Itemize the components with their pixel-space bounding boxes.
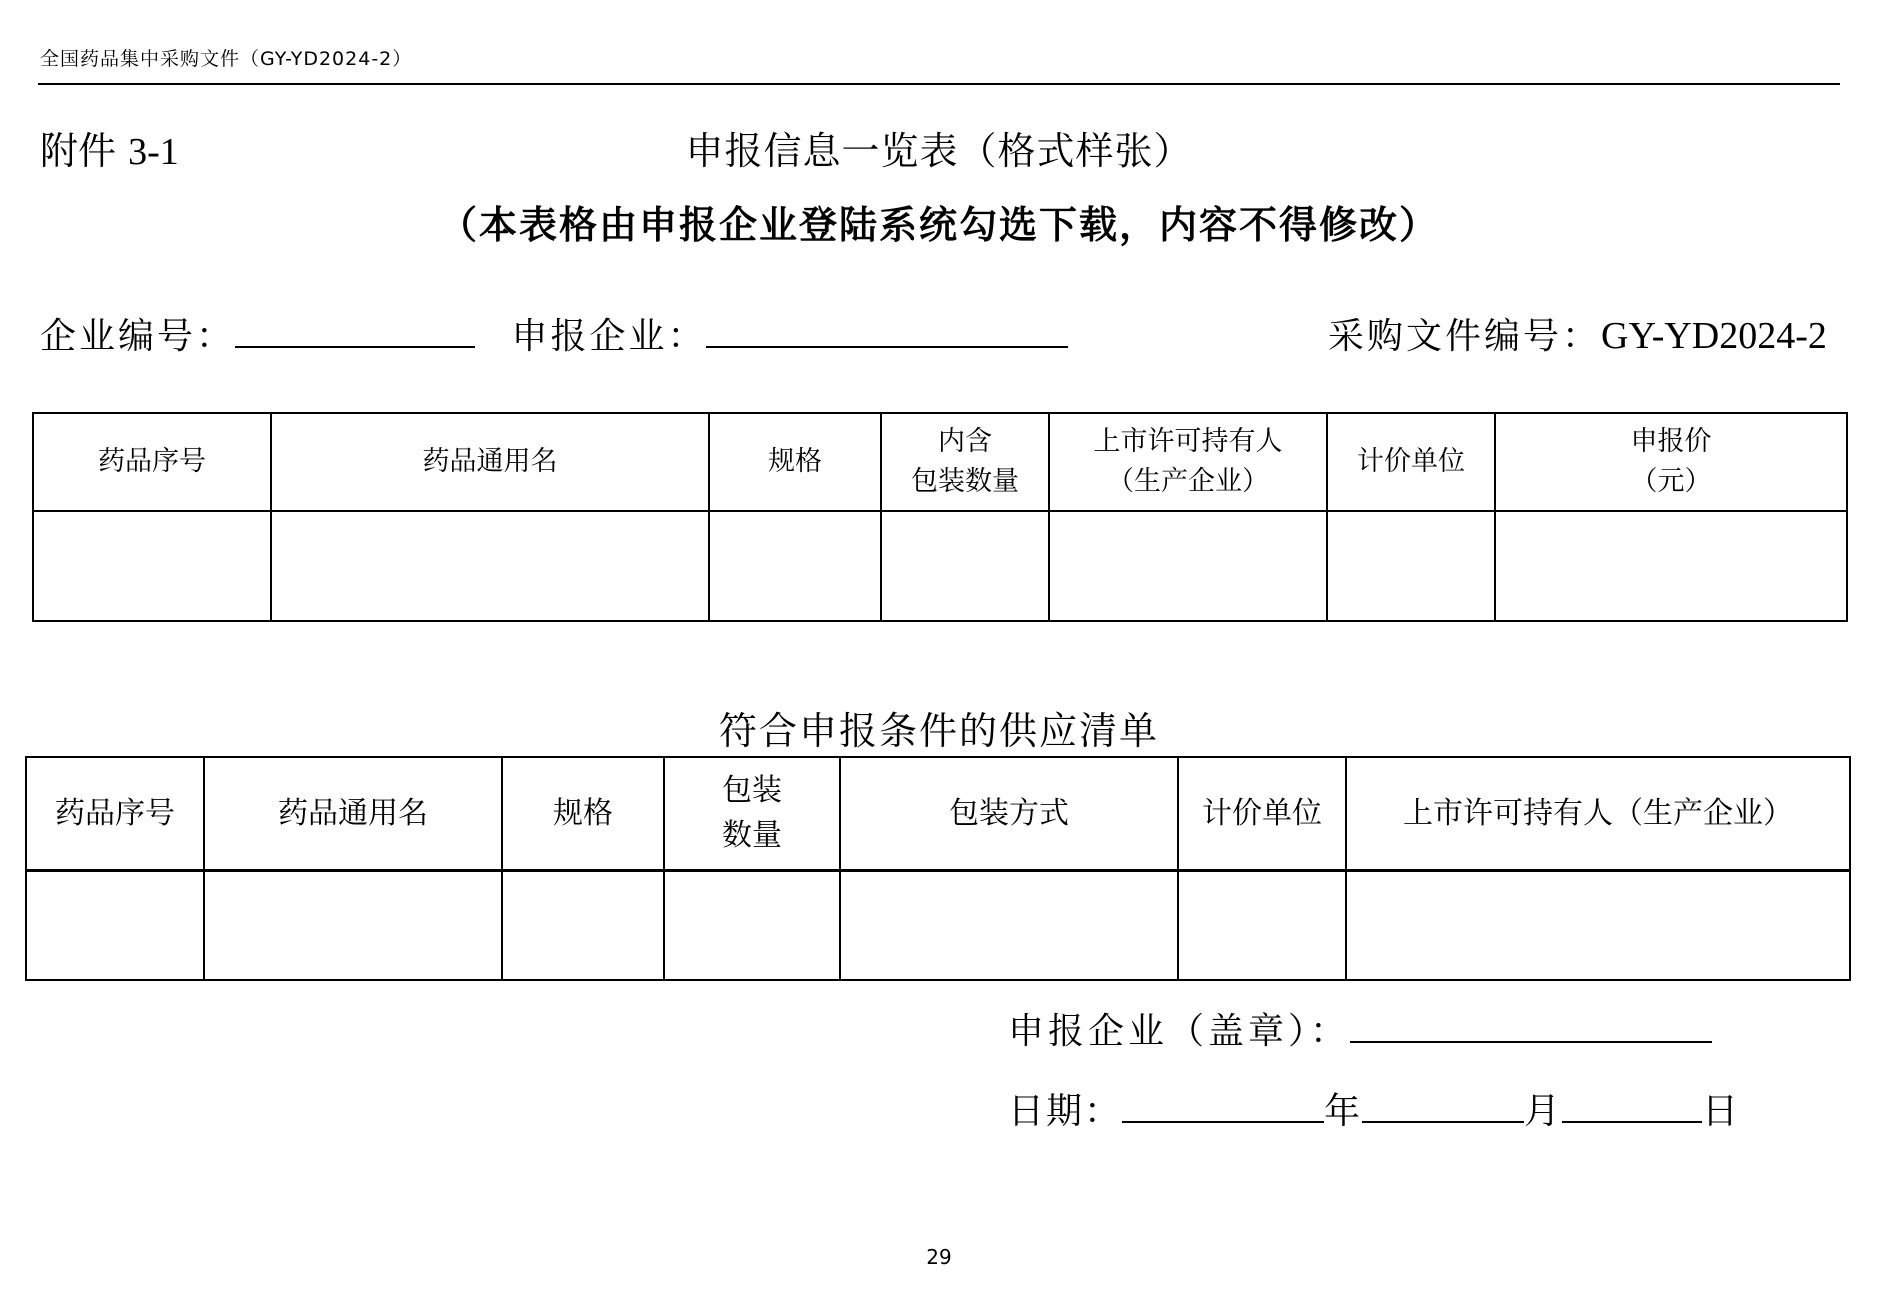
supply-list-title: 符合申报条件的供应清单 <box>718 709 1159 753</box>
header-spec: 规格 <box>502 757 664 870</box>
page-subtitle: （本表格由申报企业登陆系统勾选下载，内容不得修改） <box>438 203 1439 247</box>
month-label: 月 <box>1524 1091 1563 1132</box>
attachment-number: 3-1 <box>128 131 179 173</box>
header-price-line1: 申报价 <box>1630 425 1712 457</box>
cell-spec[interactable] <box>502 870 664 980</box>
company-no-blank <box>235 316 475 348</box>
header-name: 药品通用名 <box>271 413 709 511</box>
company-label: 申报企业： <box>511 316 707 357</box>
header-unit: 计价单位 <box>1178 757 1346 870</box>
seal-blank <box>1350 1011 1712 1043</box>
cell-qty[interactable] <box>664 870 840 980</box>
date-line <box>1008 1083 1740 1134</box>
header-holder <box>1049 413 1327 511</box>
doc-no-value: GY-YD2024-2 <box>1601 315 1827 357</box>
header-price <box>1495 413 1847 511</box>
seal-line <box>1008 1003 1712 1054</box>
cell-holder[interactable] <box>1049 511 1327 621</box>
day-label: 日 <box>1702 1091 1741 1132</box>
table-row <box>33 511 1847 621</box>
header-unit: 计价单位 <box>1327 413 1495 511</box>
seal-label: 申报企业（盖章）： <box>1008 1011 1351 1052</box>
page-number: 29 <box>926 1245 952 1269</box>
cell-unit[interactable] <box>1327 511 1495 621</box>
date-label: 日期： <box>1008 1091 1123 1132</box>
cell-price[interactable] <box>1495 511 1847 621</box>
month-blank <box>1362 1091 1524 1123</box>
header-seq: 药品序号 <box>26 757 204 870</box>
header-pack-qty-line1: 内含 <box>938 425 992 457</box>
year-label: 年 <box>1324 1091 1363 1132</box>
cell-seq[interactable] <box>26 870 204 980</box>
cell-pack-method[interactable] <box>840 870 1178 980</box>
cell-unit[interactable] <box>1178 870 1346 980</box>
table-row <box>26 870 1850 980</box>
cell-name[interactable] <box>271 511 709 621</box>
cell-holder[interactable] <box>1346 870 1850 980</box>
cell-seq[interactable] <box>33 511 271 621</box>
cell-name[interactable] <box>204 870 502 980</box>
table-header-row <box>33 413 1847 511</box>
supply-list-table <box>25 756 1851 981</box>
page-title: 申报信息一览表（格式样张） <box>685 129 1193 173</box>
company-no-label: 企业编号： <box>40 316 236 357</box>
header-qty <box>664 757 840 870</box>
header-qty-line2: 数量 <box>722 818 782 854</box>
running-header: 全国药品集中采购文件（GY-YD2024-2） <box>40 48 413 70</box>
company-fields <box>40 308 1068 359</box>
cell-pack-qty[interactable] <box>881 511 1049 621</box>
year-blank <box>1122 1091 1324 1123</box>
doc-no-label: 采购文件编号： <box>1328 316 1602 357</box>
header-pack-method: 包装方式 <box>840 757 1178 870</box>
header-qty-line1: 包装 <box>722 773 782 809</box>
header-holder-line2: （生产企业） <box>1107 466 1269 497</box>
header-pack-qty <box>881 413 1049 511</box>
declaration-table <box>32 412 1848 622</box>
header-spec: 规格 <box>709 413 881 511</box>
attachment-text: 附件 <box>40 129 117 173</box>
header-rule <box>38 83 1840 85</box>
cell-spec[interactable] <box>709 511 881 621</box>
header-price-line2: （元） <box>1630 466 1712 497</box>
table-header-row <box>26 757 1850 870</box>
header-holder-line1: 上市许可持有人 <box>1093 425 1283 457</box>
header-pack-qty-line2: 包装数量 <box>911 466 1019 497</box>
header-seq: 药品序号 <box>33 413 271 511</box>
doc-number-field <box>1328 308 1827 359</box>
day-blank <box>1562 1091 1702 1123</box>
company-blank <box>706 316 1068 348</box>
header-name: 药品通用名 <box>204 757 502 870</box>
header-holder: 上市许可持有人（生产企业） <box>1346 757 1850 870</box>
